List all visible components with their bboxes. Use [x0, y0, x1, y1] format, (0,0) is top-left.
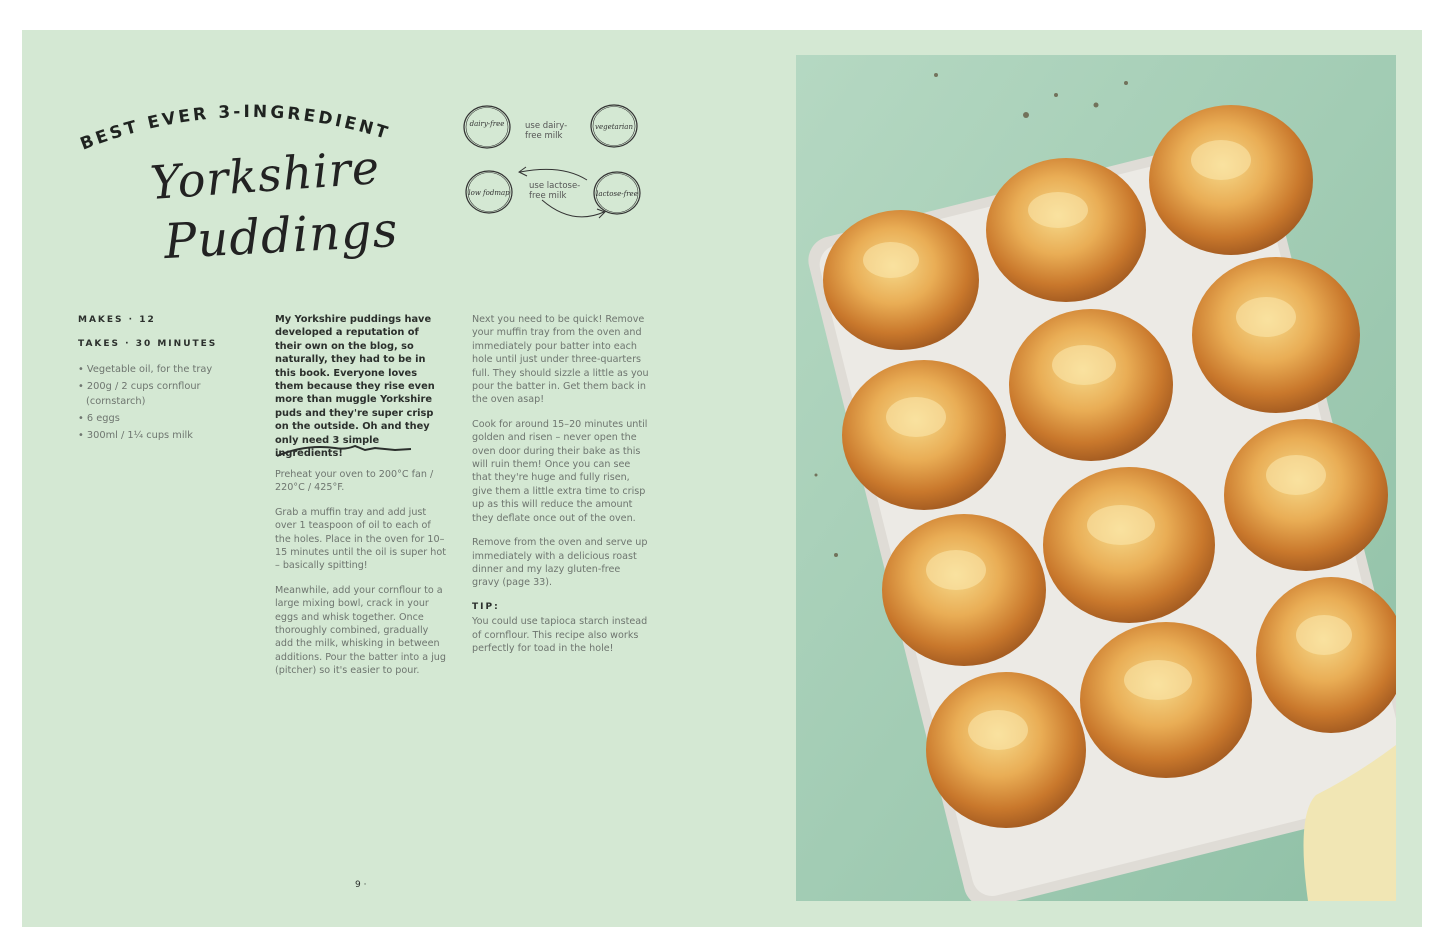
squiggle-divider-icon [275, 438, 415, 460]
photo-illustration [796, 55, 1396, 901]
ingredient-item: • 6 eggs [78, 411, 228, 426]
method-column-2 [472, 313, 650, 666]
method-step: Preheat your oven to 200°C fan / 220°C / 425°F. [275, 469, 434, 494]
low-fodmap-label: low fodmap [468, 189, 510, 197]
title-script-line2: Puddings [162, 201, 400, 271]
cookbook-spread [22, 30, 1422, 927]
ingredient-item: • 300ml / 1¼ cups milk [78, 428, 228, 443]
method-step: Grab a muffin tray and add just over 1 teaspoon of oil to each of the holes. Place in the oven for 10–15 minutes until the oil is super hot – basically spitting! [275, 506, 446, 572]
tip-heading: TIP: [472, 601, 500, 612]
vegetarian-icon [589, 103, 639, 149]
method-step: Next you need to be quick! Remove your muffin tray from the oven and immediately pour batter into each hole until just under three-quarters full. They should sizzle a little as you pour the batter in. Get them back in the oven asap! [472, 314, 649, 406]
method-step: Cook for around 15–20 minutes until golden and risen – never open the oven door during their bake as this will ruin them! Once you can see that they're huge and fully risen, give them a little extra time to crisp up as this will reduce the amount they deflate once out of the oven. [472, 418, 648, 524]
lactose-note-line2: free milk [529, 191, 567, 201]
dairy-note [525, 121, 567, 141]
page-number: 9 · [355, 880, 367, 890]
vegetarian-label: vegetarian [595, 123, 633, 131]
tip-text: You could use tapioca starch instead of cornflour. This recipe also works perfectly for toad in the hole! [472, 616, 648, 654]
makes-label: MAKES · 12 [78, 315, 156, 325]
method-step: Remove from the oven and serve up immediately with a delicious roast dinner and my lazy gluten-free gravy (page 33). [472, 537, 648, 589]
takes-label: TAKES · 30 MINUTES [78, 339, 218, 349]
ingredients-list [78, 362, 228, 445]
ingredient-item: • Vegetable oil, for the tray [78, 362, 228, 377]
dairy-free-label: dairy-free [469, 120, 505, 128]
dairy-note-line1: use dairy- [525, 121, 568, 131]
arrow-doodle-icon [512, 160, 622, 230]
ingredient-item: • 200g / 2 cups cornflour (cornstarch) [78, 379, 228, 409]
dairy-note-line2: free milk [525, 131, 563, 141]
yorkshire-puddings-photo [796, 55, 1396, 901]
method-step: Meanwhile, add your cornflour to a large mixing bowl, crack in your eggs and whisk together. Once thoroughly combined, gradually add the milk, whisking in between additions. Pour the batter into a jug (pitcher) so it's easier to pour. [275, 584, 446, 677]
title-script-line1: Yorkshire [148, 140, 382, 210]
title-kicker-text: BEST EVER 3-INGREDIENT [77, 101, 393, 155]
dairy-free-icon [462, 104, 512, 150]
lactose-note-line1: use lactose- [529, 181, 581, 191]
intro-paragraph: My Yorkshire puddings have developed a reputation of their own on the blog, so naturally, they had to be in this book. Everyone loves them because they rise even more than muggle Yorkshire puds and they're super crisp on the outside. Oh and they only need 3 simple ingredients! [275, 314, 435, 460]
method-column-1 [275, 468, 447, 689]
lactose-free-label: lactose-free [596, 190, 638, 198]
low-fodmap-icon [464, 169, 514, 215]
